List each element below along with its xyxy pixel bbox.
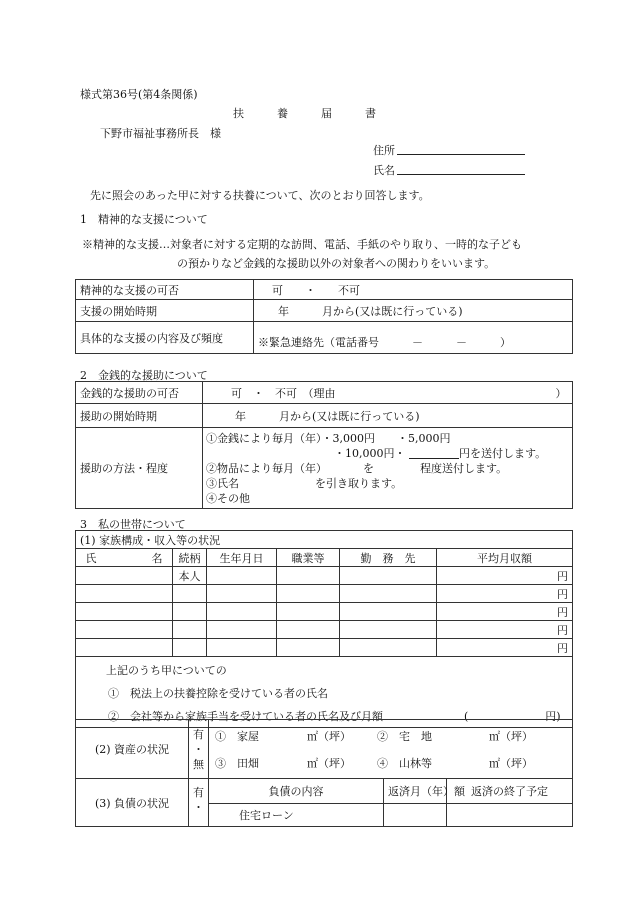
addressee: 下野市福祉事務所長 様 bbox=[100, 127, 221, 140]
debts-label: (3) 負債の状況 bbox=[76, 779, 189, 827]
family-subheading: (1) 家族構成・収入等の状況 bbox=[76, 531, 573, 549]
s2-method-money[interactable]: ①金銭により毎月（年）・3,000円 ・5,000円 bbox=[206, 432, 451, 445]
no-mark[interactable]: 無 bbox=[193, 757, 204, 771]
table-row-relation: 本人 bbox=[173, 567, 207, 585]
asset-land-unit: ㎡（坪） bbox=[489, 730, 533, 743]
section2-table bbox=[75, 381, 573, 509]
family-table bbox=[75, 530, 573, 728]
table-row-relation[interactable] bbox=[173, 621, 207, 639]
section1-table bbox=[75, 279, 573, 354]
address-label: 住所 bbox=[373, 144, 395, 157]
assets-row2 bbox=[209, 749, 573, 779]
section3-heading: 3 私の世帯について bbox=[80, 518, 186, 531]
s2-method-takein[interactable]: ③氏名 bbox=[206, 477, 239, 490]
col-birthdate: 生年月日 bbox=[207, 549, 277, 567]
family-allowance-amount[interactable]: ( 円) bbox=[464, 710, 561, 723]
assets-label: (2) 資産の状況 bbox=[76, 720, 189, 779]
table-row-income[interactable]: 円 bbox=[437, 585, 573, 603]
table-row-name[interactable] bbox=[76, 639, 173, 657]
table-row-birth[interactable] bbox=[207, 639, 277, 657]
table-row-name[interactable] bbox=[76, 567, 173, 585]
family-allowance-item[interactable]: ② 会社等から家族手当を受けている者の氏名及び月額 bbox=[108, 710, 383, 723]
s2-goods-wo: を bbox=[363, 462, 374, 475]
s2-start-field[interactable]: 年 月から(又は既に行っている) bbox=[203, 404, 573, 428]
section2-heading: 2 金銭的な援助について bbox=[80, 369, 208, 382]
debt-header-end: 返済の終了予定 bbox=[447, 779, 573, 804]
table-row-birth[interactable] bbox=[207, 603, 277, 621]
table-row-income[interactable]: 円 bbox=[437, 567, 573, 585]
table-row-income[interactable]: 円 bbox=[437, 621, 573, 639]
debt-row-end[interactable] bbox=[447, 804, 573, 827]
asset-forest[interactable]: ④ 山林等 bbox=[377, 757, 432, 770]
table-row-job[interactable] bbox=[277, 567, 340, 585]
table-row-name[interactable] bbox=[76, 585, 173, 603]
s1-start-field[interactable]: 年 月から(又は既に行っている) bbox=[254, 300, 573, 322]
assets-yesno[interactable] bbox=[189, 720, 209, 779]
table-row-work[interactable] bbox=[340, 621, 437, 639]
page-title: 扶 養 届 書 bbox=[233, 107, 376, 120]
table-row-name[interactable] bbox=[76, 603, 173, 621]
s2-goods-send: 程度送付します。 bbox=[420, 462, 508, 475]
col-income: 平均月収額 bbox=[437, 549, 573, 567]
s2-label-start: 援助の開始時期 bbox=[76, 404, 203, 428]
col-name: 氏 名 bbox=[76, 549, 173, 567]
asset-house-unit: ㎡（坪） bbox=[307, 730, 351, 743]
table-row-job[interactable] bbox=[277, 639, 340, 657]
debts-yesno[interactable] bbox=[189, 779, 209, 827]
s1-label-detail: 具体的な支援の内容及び頻度 bbox=[76, 322, 254, 354]
yes-mark[interactable]: 有 bbox=[193, 786, 204, 799]
table-row-birth[interactable] bbox=[207, 585, 277, 603]
debt-row-content[interactable]: 住宅ローン bbox=[209, 804, 384, 827]
table-row-work[interactable] bbox=[340, 603, 437, 621]
s1-emergency-field[interactable]: ※緊急連絡先（電話番号 － － ） bbox=[254, 322, 573, 354]
s2-method-cell bbox=[203, 428, 573, 509]
table-row-birth[interactable] bbox=[207, 567, 277, 585]
s2-choice-possible[interactable]: 可 ・ 不可 （理由 ） bbox=[203, 382, 573, 404]
yes-mark[interactable]: 有 bbox=[193, 727, 204, 741]
asset-forest-unit: ㎡（坪） bbox=[489, 757, 533, 770]
col-relation: 続柄 bbox=[173, 549, 207, 567]
s1-choice-possible[interactable]: 可 ・ 不可 bbox=[254, 280, 573, 300]
s2-label-method: 援助の方法・程度 bbox=[76, 428, 203, 509]
s2-method-other[interactable]: ④その他 bbox=[206, 492, 250, 505]
form-number: 様式第36号(第4条関係) bbox=[80, 88, 198, 101]
dependent-info-title: 上記のうち甲についての bbox=[106, 664, 227, 677]
asset-land[interactable]: ② 宅 地 bbox=[377, 730, 432, 743]
section1-heading: 1 精神的な支援について bbox=[80, 213, 208, 226]
table-row-relation[interactable] bbox=[173, 603, 207, 621]
table-row-relation[interactable] bbox=[173, 639, 207, 657]
table-row-income[interactable]: 円 bbox=[437, 603, 573, 621]
dot-mark: ・ bbox=[193, 801, 204, 814]
table-row-relation[interactable] bbox=[173, 585, 207, 603]
intro-text: 先に照会のあった甲に対する扶養について、次のとおり回答します。 bbox=[90, 189, 430, 202]
tax-deduction-item[interactable]: ① 税法上の扶養控除を受けている者の氏名 bbox=[108, 687, 328, 700]
debt-header-content: 負債の内容 bbox=[209, 779, 384, 804]
dependent-info-cell bbox=[76, 657, 573, 728]
table-row-name[interactable] bbox=[76, 621, 173, 639]
s2-method-goods[interactable]: ②物品により毎月（年） bbox=[206, 462, 327, 475]
table-row-job[interactable] bbox=[277, 585, 340, 603]
name-field[interactable] bbox=[397, 160, 525, 175]
address-field[interactable] bbox=[397, 140, 525, 155]
section1-note-line2: の預かりなど金銭的な援助以外の対象者への関わりをいいます。 bbox=[177, 257, 496, 270]
col-workplace: 勤 務 先 bbox=[340, 549, 437, 567]
table-row-work[interactable] bbox=[340, 567, 437, 585]
s1-label-possible: 精神的な支援の可否 bbox=[76, 280, 254, 300]
debt-row-amount[interactable] bbox=[384, 804, 447, 827]
table-row-work[interactable] bbox=[340, 639, 437, 657]
assets-row1 bbox=[209, 720, 573, 750]
name-label: 氏名 bbox=[373, 164, 395, 177]
table-row-income[interactable]: 円 bbox=[437, 639, 573, 657]
section1-note-line1: ※精神的な支援…対象者に対する定期的な訪問、電話、手紙のやり取り、一時的な子ども bbox=[82, 238, 522, 251]
col-occupation: 職業等 bbox=[277, 549, 340, 567]
s2-money-amount-field[interactable] bbox=[409, 445, 459, 459]
s1-label-start: 支援の開始時期 bbox=[76, 300, 254, 322]
s2-takein-text: を引き取ります。 bbox=[315, 477, 403, 490]
s2-money-send: 円を送付します。 bbox=[459, 447, 547, 460]
s2-method-money-10000[interactable]: ・10,000円・ bbox=[334, 447, 406, 460]
dot-mark: ・ bbox=[193, 742, 204, 756]
table-row-birth[interactable] bbox=[207, 621, 277, 639]
asset-field-unit: ㎡（坪） bbox=[307, 757, 351, 770]
debt-header-amount: 返済月（年）額 bbox=[384, 779, 447, 804]
s2-label-possible: 金銭的な援助の可否 bbox=[76, 382, 203, 404]
table-row-job[interactable] bbox=[277, 603, 340, 621]
asset-house[interactable]: ① 家屋 bbox=[215, 730, 259, 743]
table-row-work[interactable] bbox=[340, 585, 437, 603]
assets-debts-table bbox=[75, 719, 573, 827]
table-row-job[interactable] bbox=[277, 621, 340, 639]
asset-field[interactable]: ③ 田畑 bbox=[215, 757, 259, 770]
